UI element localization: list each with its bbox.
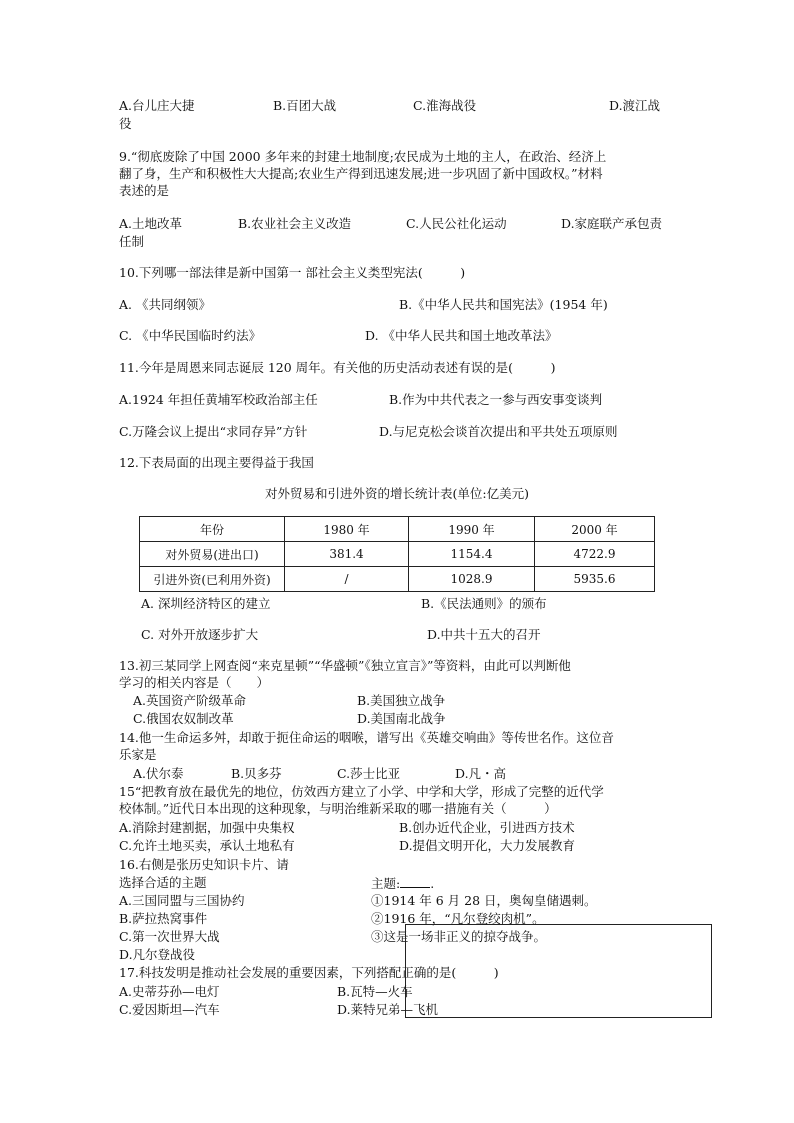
q8-option-d: D.渡江战 bbox=[609, 98, 661, 113]
q16-option-d: D.凡尔登战役 bbox=[119, 947, 196, 962]
q13-option-a: A.英国资产阶级革命 bbox=[133, 693, 247, 708]
q10-option-d: D. 《中华人民共和国土地改革法》 bbox=[365, 328, 558, 343]
q14-stem-line: 乐家是 bbox=[119, 747, 157, 762]
q10-option-b: B.《中华人民共和国宪法》(1954 年) bbox=[399, 297, 608, 312]
q8-option-b: B.百团大战 bbox=[273, 98, 337, 113]
q14-option-b: B.贝多芬 bbox=[231, 766, 282, 781]
table-cell: 5935.6 bbox=[535, 567, 655, 592]
table-cell: 引进外资(已利用外资) bbox=[140, 567, 285, 592]
q9-option-b: B.农业社会主义改造 bbox=[238, 216, 352, 231]
q15-stem-line: 校体制。”近代日本出现的这种现象，与明治维新采取的哪一措施有关（ ） bbox=[119, 801, 557, 816]
q13-option-c: C.俄国农奴制改革 bbox=[133, 711, 234, 726]
card-theme-label: 主题: bbox=[371, 876, 401, 891]
q9-option-c: C.人民公社化运动 bbox=[406, 216, 507, 231]
q9-option-d-wrap: 任制 bbox=[119, 234, 145, 249]
q10-stem: 10.下列哪一部法律是新中国第一 部社会主义类型宪法( ) bbox=[119, 265, 466, 280]
q16-option-c: C.第一次世界大战 bbox=[119, 929, 220, 944]
q10-option-c: C. 《中华民国临时约法》 bbox=[119, 328, 262, 343]
q11-stem: 11.今年是周恩来同志诞辰 120 周年。有关他的历史活动表述有误的是( ) bbox=[119, 360, 556, 375]
q11-option-b: B.作为中共代表之一参与西安事变谈判 bbox=[389, 392, 603, 407]
q10-option-a: A. 《共同纲领》 bbox=[119, 297, 211, 312]
table-row bbox=[140, 567, 655, 592]
table-row bbox=[140, 542, 655, 567]
q8-option-a: A.台儿庄大捷 bbox=[119, 98, 195, 113]
q15-stem-line: 15“把教育放在最优先的地位，仿效西方建立了小学、中学和大学，形成了完整的近代学 bbox=[119, 784, 604, 799]
q12-stem: 12.下表局面的出现主要得益于我国 bbox=[119, 455, 314, 470]
q12-option-d: D.中共十五大的召开 bbox=[427, 627, 541, 642]
q9-option-a: A.土地改革 bbox=[119, 216, 183, 231]
q12-option-c: C. 对外开放逐步扩大 bbox=[141, 627, 259, 642]
theme-blank bbox=[400, 875, 430, 888]
table-cell: 对外贸易(进出口) bbox=[140, 542, 285, 567]
q14-option-c: C.莎士比亚 bbox=[337, 766, 401, 781]
table-cell: 1028.9 bbox=[409, 567, 535, 592]
table-cell: 1154.4 bbox=[409, 542, 535, 567]
q17-stem: 17.科技发明是推动社会发展的重要因素，下列搭配正确的是( ) bbox=[119, 965, 499, 980]
card-line: ②1916 年，“凡尔登绞肉机”。 bbox=[371, 911, 545, 926]
q16-option-b: B.萨拉热窝事件 bbox=[119, 911, 208, 926]
q13-stem-line: 学习的相关内容是（ ） bbox=[119, 675, 270, 690]
q14-option-d: D.凡・高 bbox=[455, 766, 507, 781]
q17-option-b: B.瓦特—火车 bbox=[337, 984, 413, 999]
q17-option-d: D.莱特兄弟—飞机 bbox=[337, 1002, 439, 1017]
table-header-row bbox=[140, 517, 655, 542]
q14-option-a: A.伏尔泰 bbox=[133, 766, 184, 781]
card-line: ①1914 年 6 月 28 日，奥匈皇储遇刺。 bbox=[371, 893, 597, 908]
card-theme-end: . bbox=[430, 876, 435, 891]
table-cell: 381.4 bbox=[285, 542, 409, 567]
q13-option-d: D.美国南北战争 bbox=[357, 711, 446, 726]
q14-stem-line: 14.他一生命运多舛，却敢于扼住命运的咽喉，谱写出《英雄交响曲》等传世名作。这位音 bbox=[119, 730, 614, 745]
card-line: ③这是一场非正义的掠夺战争。 bbox=[371, 929, 547, 944]
q17-option-a: A.史蒂芬孙—电灯 bbox=[119, 984, 220, 999]
table-title: 对外贸易和引进外资的增长统计表(单位:亿美元) bbox=[265, 486, 529, 501]
q15-option-b: B.创办近代企业，引进西方技术 bbox=[399, 820, 575, 835]
q11-option-a: A.1924 年担任黄埔军校政治部主任 bbox=[119, 392, 318, 407]
q9-stem-line: 翻了身，生产和积极性大大提高;农业生产得到迅速发展;进一步巩固了新中国政权。”材料 bbox=[119, 166, 603, 181]
q17-option-c: C.爱因斯坦—汽车 bbox=[119, 1002, 220, 1017]
statistics-table bbox=[139, 516, 655, 592]
q9-stem-line: 9.“彻底废除了中国 2000 多年来的封建土地制度;农民成为土地的主人，在政治、经济上 bbox=[119, 149, 607, 164]
table-cell: 4722.9 bbox=[535, 542, 655, 567]
q12-option-b: B.《民法通则》的颁布 bbox=[421, 596, 547, 611]
q16-option-a: A.三国同盟与三国协约 bbox=[119, 893, 245, 908]
q15-option-c: C.允许土地买卖，承认土地私有 bbox=[119, 838, 295, 853]
q8-option-d-wrap: 役 bbox=[119, 116, 132, 131]
q9-option-d: D.家庭联产承包责 bbox=[561, 216, 663, 231]
knowledge-card-theme bbox=[371, 875, 434, 892]
q15-option-a: A.消除封建割据，加强中央集权 bbox=[119, 820, 295, 835]
q15-option-d: D.提倡文明开化，大力发展教育 bbox=[399, 838, 576, 853]
table-header-cell: 2000 年 bbox=[535, 517, 655, 542]
q13-stem-line: 13.初三某同学上网查阅“来克星顿”“华盛顿”《独立宣言》”等资料，由此可以判断他 bbox=[119, 658, 571, 673]
q16-stem-line: 选择合适的主题 bbox=[119, 875, 207, 890]
q11-option-c: C.万隆会议上提出“求同存异”方针 bbox=[119, 424, 308, 439]
table-header-cell: 1980 年 bbox=[285, 517, 409, 542]
table-cell: / bbox=[285, 567, 409, 592]
q12-option-a: A. 深圳经济特区的建立 bbox=[141, 596, 271, 611]
table-header-cell: 年份 bbox=[140, 517, 285, 542]
q16-stem-line: 16.右侧是张历史知识卡片、请 bbox=[119, 857, 289, 872]
q13-option-b: B.美国独立战争 bbox=[357, 693, 446, 708]
q8-option-c: C.淮海战役 bbox=[413, 98, 477, 113]
q9-stem-line: 表述的是 bbox=[119, 183, 170, 198]
table-header-cell: 1990 年 bbox=[409, 517, 535, 542]
q11-option-d: D.与尼克松会谈首次提出和平共处五项原则 bbox=[379, 424, 618, 439]
